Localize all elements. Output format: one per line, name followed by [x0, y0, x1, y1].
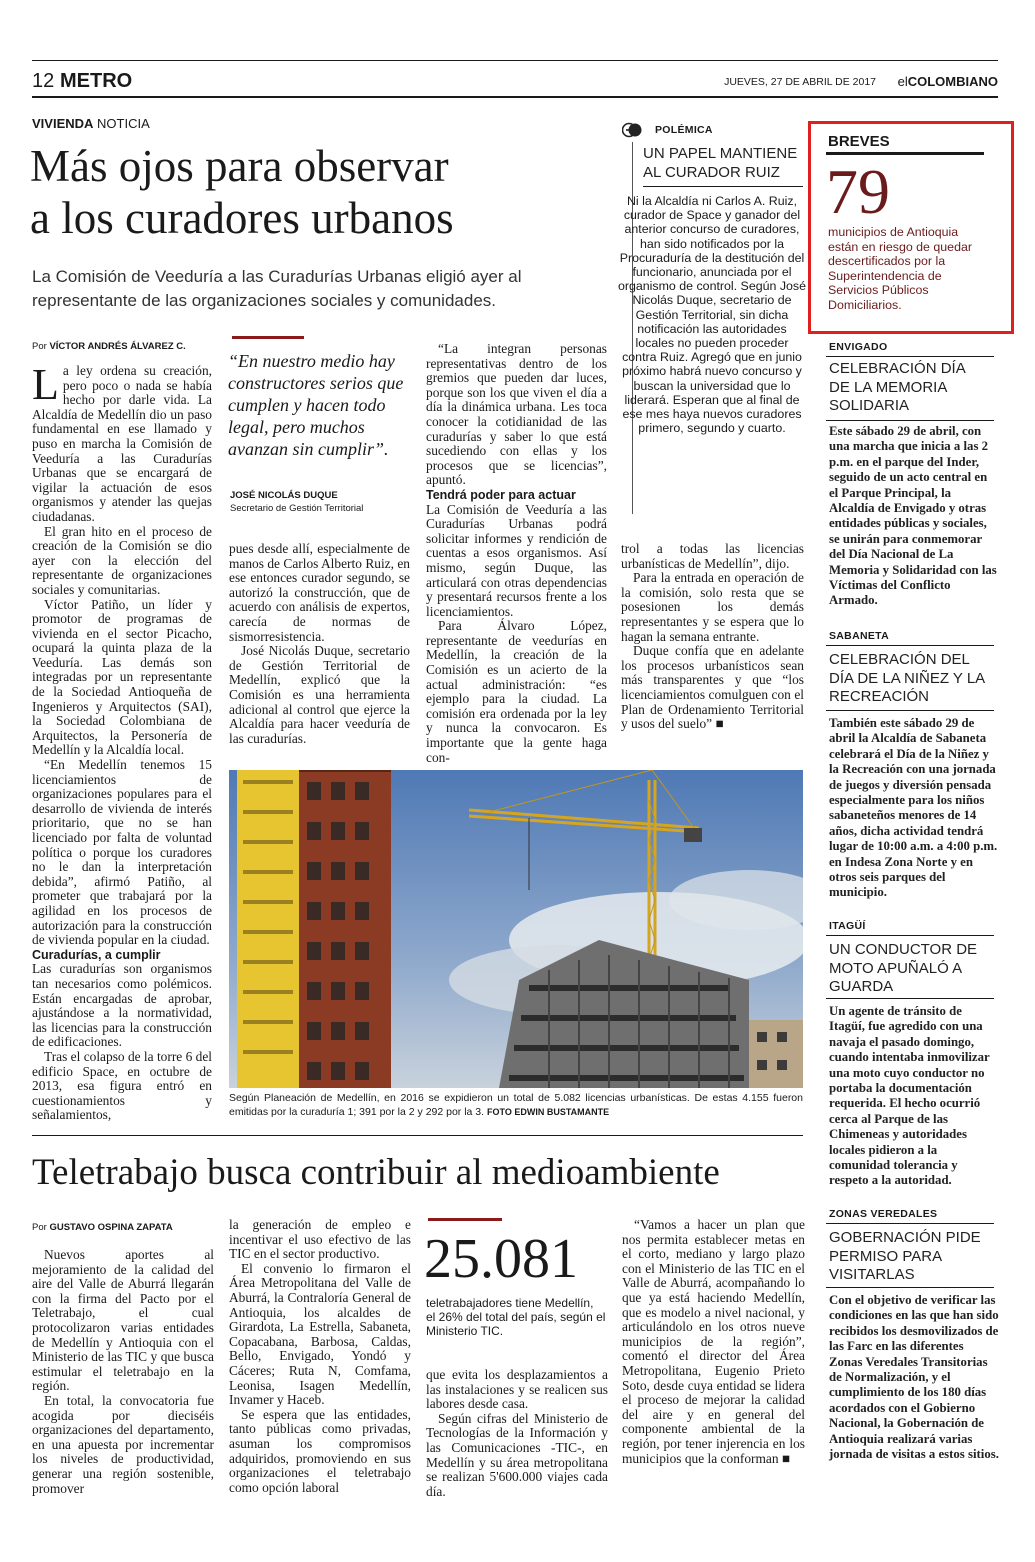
- polemica-head-rule: [643, 186, 803, 187]
- headline-line2: a los curadores urbanos: [30, 193, 454, 243]
- brief-place-envigado: ENVIGADO: [829, 341, 888, 353]
- quote-role: Secretario de Gestión Territorial: [230, 503, 364, 514]
- article1-column4: [621, 542, 804, 732]
- paragraph: Según cifras del Ministerio de Tecnologías de la Información y las Comunicaciones -TIC-, en Medellín y su área metropolitana se realizan 5'600.000 viajes cada día.: [426, 1410, 608, 1499]
- paragraph: Nuevos aportes al mejoramiento de la calidad del aire del Valle de Aburrá llegarán con la firma del Pacto por el Teletrabajo, el cual protocolizaron varias entidades de Medellín y Antioquia con el Ministerio de las TIC y que busca estimular el teletrabajo en la región.: [32, 1247, 214, 1394]
- brief-place-itagui: ITAGÜÍ: [829, 920, 866, 932]
- masthead-bottom-rule: [32, 96, 998, 98]
- article2-column1: [32, 1248, 214, 1496]
- stat-text: teletrabajadores tiene Medellín, el 26% del total del país, según el Ministerio TIC.: [426, 1296, 606, 1338]
- paper-logo-prefix: el: [897, 74, 908, 89]
- brief-place-zonas: ZONAS VEREDALES: [829, 1208, 938, 1220]
- paper-logo-name: COLOMBIANO: [907, 74, 998, 89]
- article2-column2: [229, 1218, 411, 1495]
- issue-date: JUEVES, 27 DE ABRIL DE 2017: [724, 76, 876, 88]
- section-name: METRO: [60, 70, 133, 92]
- kicker-section: VIVIENDA: [32, 116, 94, 131]
- article1-headline: [30, 140, 620, 244]
- brief-body-envigado: Este sábado 29 de abril, con una marcha que inicia a las 2 p.m. en el parque del Inder, seguido de un acto central en el Parque Principal, la Alcaldía de Envigado y otras entidades públicas y sociales, se unirán para conmemorar del Día Nacional de La Memoria y Solidaridad con las Víctimas del Conflicto Armado.: [829, 424, 997, 608]
- paragraph: José Nicolás Duque, secretario de Gestión Territorial de Medellín, explicó que la Comisión es una herramienta adicional al control que ejerce la Alcaldía para hacer veeduría de las curadurías.: [229, 643, 410, 746]
- breves-number: 79: [826, 156, 890, 227]
- brief-headline-sabaneta: CELEBRACIÓN DEL DÍA DE LA NIÑEZ Y LA RECREACIÓN: [829, 651, 985, 705]
- masthead-top-rule: [32, 60, 998, 61]
- photo-caption: [229, 1092, 803, 1119]
- brief-rule: [826, 998, 994, 999]
- paragraph: La Comisión de Veeduría a las Curadurías Urbanas podrá solicitar informes y rendición de cuentas a esos organismos. Así mismo, según Duque, las articulará con otras dependencias y presentará recursos frente a los licenciamientos.: [426, 501, 607, 619]
- brief-rule: [826, 420, 994, 421]
- brief-headline-zonas: GOBERNACIÓN PIDE PERMISO PARA VISITARLAS: [829, 1229, 981, 1283]
- paragraph: La ley ordena su creación, pero poco o nada se había hecho por darle vida. La Alcaldía de Medellín dio un paso fundamental en ese llamado y puso en marcha la Comisión de Veeduría a las Curadurías Urbanas que se encargará de vigilar la actuación de esos organismos y atender las quejas ciudadanas.: [32, 360, 212, 524]
- article1-byline: [32, 341, 186, 352]
- brief-place-sabaneta: SABANETA: [829, 630, 889, 642]
- paragraph: Víctor Patiño, un líder y promotor de programas de vivienda en el sector Picacho, ocupará la quinta plaza de la Veeduría. Las demás son integradas por un representante de la Sociedad Antioqueña de Ingenieros y Arquitectos (SAI), la Sociedad Colombiana de Arquitectos, la Personería de Medellín y la Alcaldía local.: [32, 596, 212, 758]
- brief-headline-itagui: UN CONDUCTOR DE MOTO APUÑALÓ A GUARDA: [829, 941, 978, 995]
- kicker-type: NOTICIA: [97, 116, 150, 131]
- paragraph: El convenio lo firmaron el Área Metropolitana del Valle de Aburrá, la Contraloría General de Antioquia, los alcaldes de Girardota, La Estrella, Sabaneta, Copacabana, Barbosa, Caldas, Bello, Envigado, Yondó y Cáceres; Ruta N, Comfama, Leonisa, Isagen Medellín, Invamer y Haceb.: [229, 1260, 411, 1408]
- paragraph: En total, la convocatoria fue acogida por dieciséis organizaciones del departamento, en una apuesta por incrementar los niveles de productividad, generar una región sostenible, promover: [32, 1392, 214, 1496]
- paragraph: la generación de empleo e incentivar el uso efectivo de las TIC en el sector productivo.: [229, 1217, 411, 1262]
- paragraph: que evita los desplazamientos a las instalaciones y se realicen sus labores desde casa.: [426, 1367, 608, 1412]
- stat-number: 25.081: [424, 1228, 578, 1290]
- article1-kicker: [32, 116, 150, 131]
- byline-author: GUSTAVO OSPINA ZAPATA: [49, 1222, 173, 1233]
- article2-headline: Teletrabajo busca contribuir al medioambiente: [32, 1152, 720, 1193]
- construction-photo: [229, 770, 803, 1088]
- paragraph: Las curadurías son organismos tan necesarios como polémicos. Están encargadas de aprobar, ajustándose a la normatividad, las licencias para la construcción de edificaciones.: [32, 961, 212, 1050]
- polemica-headline: UN PAPEL MANTIENE AL CURADOR RUIZ: [643, 145, 798, 181]
- article1-column2: [229, 542, 410, 746]
- breves-number-text: municipios de Antioquia están en riesgo de quedar descertificados por la Superintendencia de Servicios Públicos Domiciliarios.: [828, 225, 972, 312]
- brief-rule: [826, 356, 994, 357]
- byline-prefix: Por: [32, 1222, 47, 1233]
- brief-headline-envigado: CELEBRACIÓN DÍA DE LA MEMORIA SOLIDARIA: [829, 360, 965, 414]
- quote-author: JOSÉ NICOLÁS DUQUE: [230, 490, 338, 501]
- paragraph: Para la entrada en operación de la comisión, solo resta que se posesionen los demás representantes y se espera que lo hagan la semana entrante.: [621, 570, 804, 644]
- article-divider: [32, 1135, 803, 1136]
- paragraph: Para Álvaro López, representante de veedurías en Medellín, la creación de la Comisión es un acierto de la actual administración: “es ejemplo para la ciudad. La comisión era ordenada por la ley y nunca la convocaron. Es importante que la gente haga con-: [426, 618, 607, 765]
- paragraph: pues desde allí, especialmente de manos de Carlos Alberto Ruiz, en ese entonces curador segundo, se autorizó la construcción, que de acuerdo con análisis de expertos, carecía de normas de sismorresistencia.: [229, 541, 410, 644]
- subhead-poder: Tendrá poder para actuar: [426, 487, 576, 502]
- paragraph: trol a todas las licencias urbanísticas de Medellín”, dijo.: [621, 541, 804, 571]
- article2-byline: [32, 1222, 173, 1233]
- paragraph: El gran hito en el proceso de creación de la Comisión se dio ayer con la elección del representante de organizaciones sociales y comunitarias.: [32, 523, 212, 597]
- brief-body-sabaneta: También este sábado 29 de abril la Alcaldía de Sabaneta celebrará el Día de la Niñez y la Recreación con una jornada de juegos y diversión pensada especialmente para los niños sabaneteños menores de 14 años, dicha actividad tendrá lugar de 10:00 a.m. a 4:00 p.m. en Indesa Zona Norte y en otros seis parques del municipio.: [829, 716, 998, 900]
- brief-rule: [826, 710, 994, 711]
- breves-label: BREVES: [828, 133, 890, 150]
- quote-rule: [232, 336, 304, 339]
- headline-line1: Más ojos para observar: [30, 141, 449, 191]
- drop-cap: L: [32, 360, 59, 409]
- article1-deck: La Comisión de Veeduría a las Curadurías Urbanas eligió ayer al representante de las organizaciones sociales y comunidades.: [32, 267, 522, 310]
- polemica-icon: [622, 122, 642, 138]
- article1-column3: [426, 342, 607, 765]
- byline-prefix: Por: [32, 341, 47, 352]
- polemica-body: Ni la Alcaldía ni Carlos A. Ruiz, curador de Space y ganador del anterior concurso de curadores, han sido notificados por la Procuraduría de la destitución del funcionario, anunciada por el organismo de control. Según José Nicolás Duque, secretario de Gestión Territorial, sin dicha notificación las autoridades locales no pueden proceder contra Ruiz. Agregó que en junio próximo habrá nuevo concurso y buscan la universidad que lo liderará. Esperan que al final de ese mes haya nuevos curadores primero, segundo y cuarto.: [617, 194, 807, 436]
- article2-column4: [622, 1218, 805, 1466]
- paragraph: Duque confía que en adelante los procesos urbanísticos sean más transparentes y que “los licenciamientos comulguen con el Plan de Ordenamiento Territorial y usos del suelo” ■: [621, 643, 804, 732]
- article1-column1: [32, 360, 212, 1123]
- photo-credit: FOTO EDWIN BUSTAMANTE: [487, 1106, 610, 1117]
- brief-rule: [826, 935, 994, 936]
- byline-author: VÍCTOR ANDRÉS ÁLVAREZ C.: [49, 341, 186, 352]
- paragraph: “La integran personas representativas dentro de los gremios que pueden dar luces, porque son los que viven el día a día la dinámica urbana. Les toca conocer la cotidianidad de las curadurías y saber lo que está sucediendo con ellas y los procesos que se licencias”, apuntó.: [426, 341, 607, 488]
- brief-body-itagui: Un agente de tránsito de Itagüí, fue agredido con una navaja el pasado domingo, cuando intentaba inmovilizar una moto cuyo conductor no portaba la documentación requerida. El hecho ocurrió cerca al Parque de las Chimeneas y autoridades locales pidieron a la comunidad tolerancia y respeto a la autoridad.: [829, 1004, 990, 1188]
- brief-rule: [826, 1287, 994, 1288]
- masthead: [32, 70, 998, 94]
- page-number: 12: [32, 70, 55, 92]
- polemica-label: POLÉMICA: [655, 124, 713, 136]
- paragraph: Se espera que las entidades, tanto públicas como privadas, asuman los compromisos adquiridos, promoviendo en sus organizaciones el teletrabajo como opción laboral: [229, 1406, 411, 1495]
- pull-quote: “En nuestro medio hay constructores serios que cumplen y hacen todo legal, pero muchos avanzan sin cumplir”.: [228, 351, 404, 459]
- caption-text: Según Planeación de Medellín, en 2016 se expidieron un total de 5.082 licencias urbanísticas. De estas 4.155 fueron emitidas por la curaduría 1; 391 por la 2 y 292 por la 3.: [229, 1092, 803, 1118]
- brief-body-zonas: Con el objetivo de verificar las condiciones en las que han sido recibidos los desmovilizados de las Farc en las diferentes Zonas Veredales Transitorias de Normalización, y el cumplimiento de los 180 días acordados con el Gobierno Nacional, la Gobernación de Antioquia realizará varias jornada de visitas a estos sitios.: [829, 1293, 999, 1462]
- brief-rule: [826, 645, 994, 646]
- paper-logo: [898, 74, 998, 89]
- brief-rule: [826, 1223, 994, 1224]
- paragraph: Tras el colapso de la torre 6 del edificio Space, en octubre de 2013, esa figura entró en cuestionamientos y señalamientos,: [32, 1048, 212, 1123]
- article2-column3: [426, 1368, 608, 1499]
- breves-rule: [826, 152, 984, 155]
- paragraph: “Vamos a hacer un plan que nos permita establecer metas en el corto, mediano y largo plazo con el Ministerio de las TIC en el Valle de Aburrá, acompañando lo que ya está haciendo Medellín, que es modelo a nivel nacional, y articulándolo en los otros nueve municipios de la región”, comentó el director del Área Metropolitana, Eugenio Prieto Soto, desde cuya entidad se lidera el proceso de mejorar la calidad del aire y en general del componente ambiental de la región, por tener injerencia en los municipios que la conforman ■: [622, 1217, 805, 1466]
- stat-rule: [428, 1218, 502, 1221]
- subhead-curadurias: Curadurías, a cumplir: [32, 947, 161, 962]
- paragraph: “En Medellín tenemos 15 licenciamientos de organizaciones populares para el desarrollo de vivienda de interés prioritario, que no se han licenciado por falta de voluntad política o porque los curadores no le dan la interpretación debida”, afirmó Patiño, al prometer que trabajará por la agilidad en los procesos de autorización para la construcción de vivienda popular en la ciudad.: [32, 757, 212, 948]
